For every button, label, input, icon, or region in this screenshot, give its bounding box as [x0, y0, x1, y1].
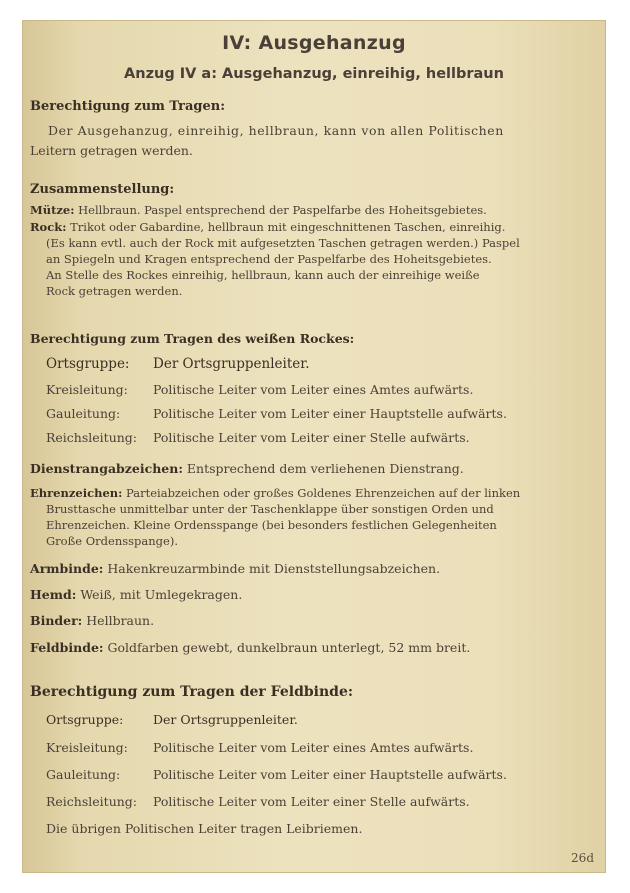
hemd-line [30, 587, 242, 602]
muetze-label: Mütze: [30, 203, 75, 217]
page-subtitle: Anzug IV a: Ausgehanzug, einreihig, hellbraun [124, 66, 504, 82]
wearing-right-line-1: Der Ausgehanzug, einreihig, hellbraun, kann von allen Politischen [48, 123, 504, 138]
field-belt-desc-gauleitung: Politische Leiter vom Leiter einer Hauptstelle aufwärts. [153, 767, 507, 782]
field-belt-label-kreisleitung: Kreisleitung: [46, 740, 128, 755]
rock-text: Trikot oder Gabardine, hellbraun mit eingeschnittenen Taschen, einreihig. [66, 220, 506, 234]
composition-heading: Zusammenstellung: [30, 182, 175, 197]
document-page [22, 20, 606, 873]
muetze-line [30, 203, 487, 218]
white-coat-label-reichsleitung: Reichsleitung: [46, 430, 138, 445]
rock-line-5: Rock getragen werden. [46, 284, 183, 298]
field-belt-label-gauleitung: Gauleitung: [46, 767, 121, 782]
page-title: IV: Ausgehanzug [222, 32, 406, 54]
armbinde-text: Hakenkreuzarmbinde mit Dienststellungsabzeichen. [103, 561, 441, 576]
field-belt-label-ortsgruppe: Ortsgruppe: [46, 712, 124, 727]
white-coat-desc-reichsleitung: Politische Leiter vom Leiter einer Stelle aufwärts. [153, 430, 470, 445]
white-coat-heading: Berechtigung zum Tragen des weißen Rockes: [30, 331, 355, 346]
field-belt-heading: Berechtigung zum Tragen der Feldbinde: [30, 684, 354, 700]
ehrenzeichen-line-3: Ehrenzeichen. Kleine Ordensspange (bei besonders festlichen Gelegenheiten [46, 518, 497, 532]
white-coat-label-ortsgruppe: Ortsgruppe: [46, 356, 130, 372]
ehrenzeichen-label: Ehrenzeichen: [30, 486, 123, 500]
field-belt-desc-kreisleitung: Politische Leiter vom Leiter eines Amtes aufwärts. [153, 740, 474, 755]
hemd-text: Weiß, mit Umlegekragen. [76, 587, 243, 602]
rock-line-1 [30, 220, 505, 235]
ehrenzeichen-line-1 [30, 486, 520, 501]
field-belt-label-reichsleitung: Reichsleitung: [46, 794, 138, 809]
ehrenzeichen-line-2: Brusttasche unmittelbar unter der Taschenklappe über sonstigen Orden und [46, 502, 494, 516]
white-coat-desc-ortsgruppe: Der Ortsgruppenleiter. [153, 356, 310, 372]
ehrenzeichen-line-4: Große Ordensspange). [46, 534, 178, 548]
wearing-right-line-2: Leitern getragen werden. [30, 143, 193, 158]
field-belt-desc-ortsgruppe: Der Ortsgruppenleiter. [153, 712, 298, 727]
ehrenzeichen-text: Parteiabzeichen oder großes Goldenes Ehrenzeichen auf der linken [122, 486, 521, 500]
feldbinde-line [30, 640, 470, 655]
wearing-right-heading: Berechtigung zum Tragen: [30, 99, 226, 114]
dienstrang-text: Entsprechend dem verliehenen Dienstrang. [182, 461, 464, 476]
rock-line-3: an Spiegeln und Kragen entsprechend der Paspelfarbe des Hoheitsgebietes. [46, 252, 492, 266]
armbinde-label: Armbinde: [30, 561, 104, 576]
armbinde-line [30, 561, 440, 576]
binder-text: Hellbraun. [82, 613, 155, 628]
dienstrang-line [30, 461, 464, 476]
hemd-label: Hemd: [30, 587, 77, 602]
binder-label: Binder: [30, 613, 83, 628]
dienstrang-label: Dienstrangabzeichen: [30, 461, 183, 476]
feldbinde-text: Goldfarben gewebt, dunkelbraun unterlegt, 52 mm breit. [103, 640, 471, 655]
white-coat-label-kreisleitung: Kreisleitung: [46, 382, 128, 397]
field-belt-desc-reichsleitung: Politische Leiter vom Leiter einer Stelle aufwärts. [153, 794, 470, 809]
rock-line-2: (Es kann evtl. auch der Rock mit aufgesetzten Taschen getragen werden.) Paspel [46, 236, 520, 250]
muetze-text: Hellbraun. Paspel entsprechend der Paspelfarbe des Hoheitsgebietes. [74, 203, 487, 217]
feldbinde-label: Feldbinde: [30, 640, 104, 655]
binder-line [30, 613, 154, 628]
page-number: 26d [571, 851, 594, 865]
rock-line-4: An Stelle des Rockes einreihig, hellbraun, kann auch der einreihige weiße [46, 268, 480, 282]
white-coat-desc-gauleitung: Politische Leiter vom Leiter einer Hauptstelle aufwärts. [153, 406, 507, 421]
field-belt-closing: Die übrigen Politischen Leiter tragen Leibriemen. [46, 821, 363, 836]
white-coat-label-gauleitung: Gauleitung: [46, 406, 121, 421]
rock-label: Rock: [30, 220, 67, 234]
white-coat-desc-kreisleitung: Politische Leiter vom Leiter eines Amtes aufwärts. [153, 382, 474, 397]
